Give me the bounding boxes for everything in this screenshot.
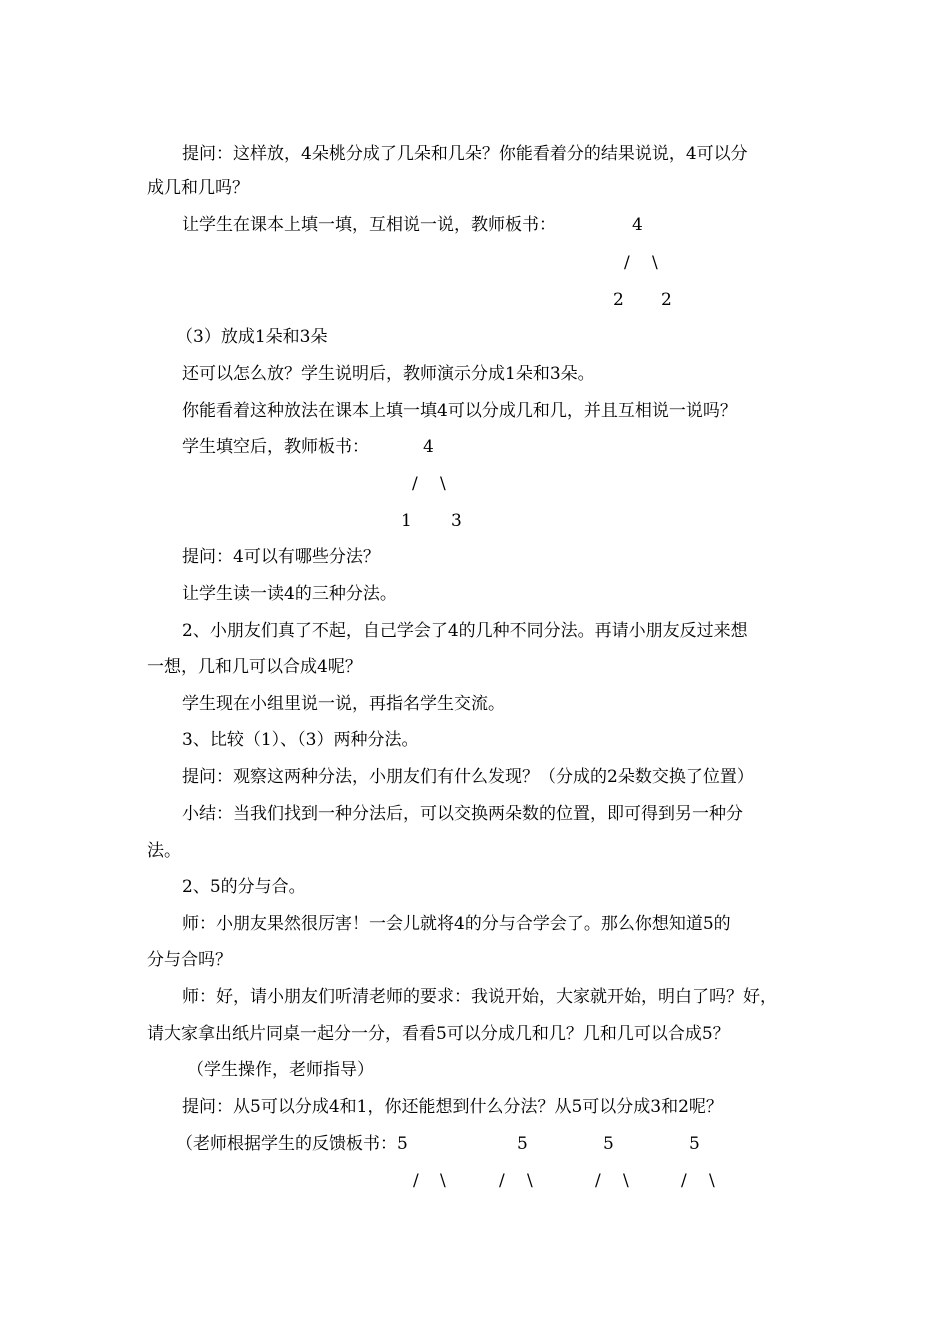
text-line: 提问：从5可以分成4和1，你还能想到什么分法？从5可以分成3和2呢？	[182, 1097, 723, 1117]
text-line: 一想，几和几可以合成4呢？	[147, 657, 362, 677]
text-line: 还可以怎么放？学生说明后，教师演示分成1朵和3朵。	[182, 364, 595, 384]
tree-branch-left: /	[413, 1171, 419, 1191]
section-heading: 2、5的分与合。	[182, 877, 306, 897]
tree-right-number: 2	[661, 290, 672, 310]
tree-branch-right: \	[652, 253, 658, 273]
tree-top-number: 4	[632, 215, 643, 235]
tree-left-number: 2	[613, 290, 624, 310]
text-line: 提问：观察这两种分法，小朋友们有什么发现？（分成的2朵数交换了位置）	[182, 767, 754, 787]
tree-top-number: 5	[603, 1134, 614, 1154]
tree-branch-right: \	[440, 474, 446, 494]
text-line: 师：好，请小朋友们听清老师的要求：我说开始，大家就开始，明白了吗？好，	[182, 987, 777, 1007]
text-line: 提问：这样放，4朵桃分成了几朵和几朵？你能看着分的结果说说，4可以分	[182, 144, 748, 164]
text-line: 法。	[147, 841, 181, 861]
tree-right-number: 3	[451, 511, 462, 531]
text-line: 小结：当我们找到一种分法后，可以交换两朵数的位置，即可得到另一种分	[182, 804, 743, 824]
tree-branch-left: /	[499, 1171, 505, 1191]
tree-branch-right: \	[709, 1171, 715, 1191]
tree-branch-right: \	[623, 1171, 629, 1191]
text-line: 提问：4可以有哪些分法？	[182, 547, 380, 567]
text-line: 你能看着这种放法在课本上填一填4可以分成几和几，并且互相说一说吗？	[182, 401, 737, 421]
text-line: 学生现在小组里说一说，再指名学生交流。	[182, 694, 505, 714]
text-line: （老师根据学生的反馈板书：5	[176, 1134, 408, 1154]
tree-branch-right: \	[440, 1171, 446, 1191]
tree-branch-left: /	[681, 1171, 687, 1191]
tree-branch-right: \	[527, 1171, 533, 1191]
text-line: 成几和几吗？	[147, 178, 249, 198]
tree-top-number: 5	[517, 1134, 528, 1154]
text-line: 让学生读一读4的三种分法。	[182, 584, 397, 604]
text-line: 请大家拿出纸片同桌一起分一分，看看5可以分成几和几？几和几可以合成5？	[147, 1024, 730, 1044]
text-line: （学生操作，老师指导）	[187, 1060, 374, 1080]
text-line: 2、小朋友们真了不起，自己学会了4的几种不同分法。再请小朋友反过来想	[182, 621, 748, 641]
text-line: 分与合吗？	[147, 950, 232, 970]
text-line: 3、比较（1）、（3）两种分法。	[182, 730, 419, 750]
tree-branch-left: /	[595, 1171, 601, 1191]
tree-branch-left: /	[412, 474, 418, 494]
tree-left-number: 1	[401, 511, 412, 531]
text-line: 让学生在课本上填一填，互相说一说，教师板书：	[182, 215, 556, 235]
tree-branch-left: /	[624, 253, 630, 273]
tree-top-number: 5	[689, 1134, 700, 1154]
text-line: 学生填空后，教师板书：	[182, 437, 369, 457]
text-line: （3）放成1朵和3朵	[176, 327, 328, 347]
text-line: 师：小朋友果然很厉害！一会儿就将4的分与合学会了。那么你想知道5的	[182, 914, 731, 934]
tree-top-number: 4	[423, 437, 434, 457]
